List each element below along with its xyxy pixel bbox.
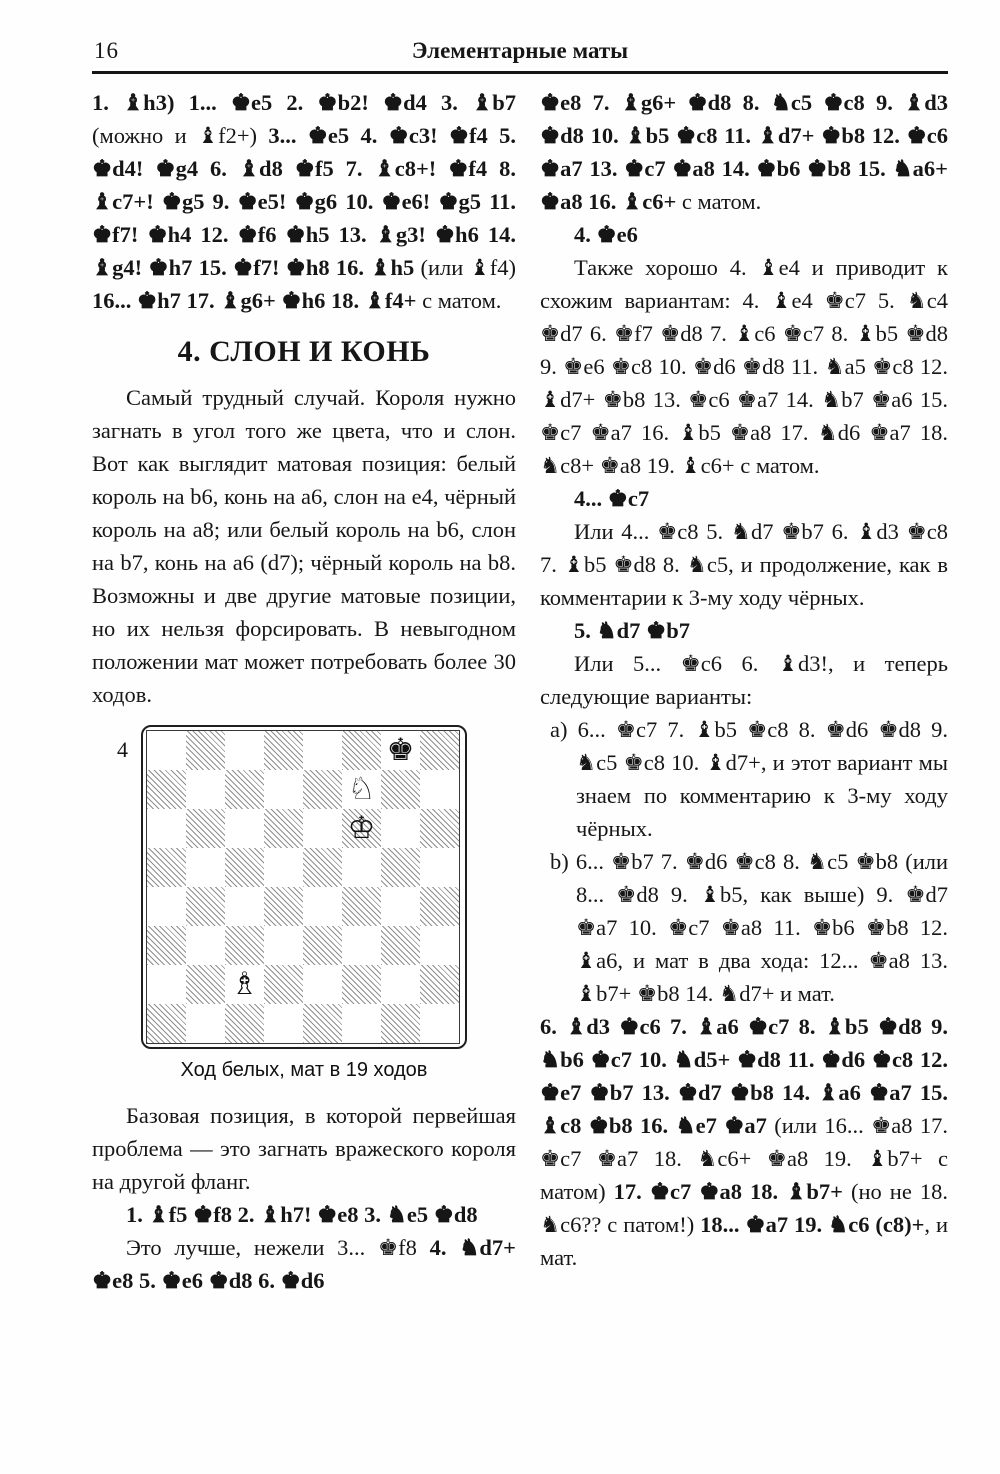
board-square [264, 731, 303, 770]
text-block [92, 1099, 516, 1198]
white-king: ♔ [342, 809, 381, 848]
moves-block [92, 1198, 516, 1231]
white-bishop: ♗ [230, 966, 259, 1002]
text-block [540, 251, 948, 482]
board-square [303, 1004, 342, 1043]
move-text: 17. ♚c7 ♚a8 18. ♝b7+ [613, 1179, 851, 1204]
board-square [342, 848, 381, 887]
board-square [381, 887, 420, 926]
board-square [381, 770, 420, 809]
board-square [264, 926, 303, 965]
board-square [264, 848, 303, 887]
move-text: 16... ♚h7 17. ♝g6+ ♚h6 18. ♝f4+ [92, 288, 423, 313]
board-square [147, 809, 186, 848]
board-square [147, 926, 186, 965]
board-square [342, 926, 381, 965]
board-square [303, 887, 342, 926]
commentary-text: Или 4... ♚c8 5. ♞d7 ♚b7 6. ♝d3 ♚c8 7. ♝b5 ♚d8 8. ♞c5, и продолжение, как в комментарии к 3-му ходу чёрных. [540, 519, 948, 610]
commentary-text: с матом. [681, 189, 762, 214]
board-square [225, 1004, 264, 1043]
text-block [540, 647, 948, 713]
board-square [147, 965, 186, 1004]
board-square [186, 770, 225, 809]
board-square [342, 1004, 381, 1043]
board-square [147, 770, 186, 809]
board-square [381, 809, 420, 848]
move-text: 18... ♚a7 19. ♞c6 (c8)+ [700, 1212, 925, 1237]
white-knight: ♘ [347, 771, 376, 807]
move-text: 4... ♚c7 [574, 486, 650, 511]
board-square [225, 731, 264, 770]
board-square [303, 770, 342, 809]
board-square [303, 926, 342, 965]
commentary-text: с матом. [422, 288, 502, 313]
board-square [420, 848, 459, 887]
right-column [540, 86, 948, 1297]
left-bottom-text [92, 1099, 516, 1297]
board-square [342, 965, 381, 1004]
board-square [381, 848, 420, 887]
commentary-text: (или ♝f4) [420, 255, 516, 280]
varitem-block [540, 845, 948, 1010]
board-square [303, 809, 342, 848]
board-square [420, 809, 459, 848]
board-square [225, 926, 264, 965]
commentary-text: (можно и ♝f2+) [92, 123, 269, 148]
board-square [420, 770, 459, 809]
moves-block [540, 1010, 948, 1274]
moves-block [540, 86, 948, 218]
varitem-block [540, 713, 948, 845]
subheading-block [540, 482, 948, 515]
chess-diagram [117, 725, 467, 1049]
commentary-text: a) 6... ♚c7 7. ♝b5 ♚c8 8. ♚d6 ♚d8 9. ♞c5 ♚c8 10. ♝d7+, и этот вариант мы знаем по комментарию к 3-му ходу чёрных. [550, 717, 948, 841]
move-text: ♚e8 7. ♝g6+ ♚d8 8. ♞c5 ♚c8 9. ♝d3 ♚d8 10. ♝b5 ♚c8 11. ♝d7+ ♚b8 12. ♚c6 ♚a7 13. ♚c7 ♚a8 14. ♚b6 ♚b8 15. ♞a6+ ♚a8 16. ♝c6+ [540, 90, 948, 214]
move-text: 5. ♞d7 ♚b7 [574, 618, 690, 643]
board-square [303, 848, 342, 887]
heading-block [92, 333, 516, 371]
subheading-block [540, 614, 948, 647]
commentary-text: (или 16... ♚a8 17. ♚c7 ♚a7 18. ♞c6+ ♚a8 19. ♝b7+ с матом) [540, 1113, 949, 1204]
board-square [381, 965, 420, 1004]
board-square [264, 770, 303, 809]
board-square [186, 965, 225, 1004]
chessboard [146, 730, 460, 1044]
moves-block [92, 86, 516, 317]
board-square [147, 887, 186, 926]
board-square [186, 848, 225, 887]
text-block [92, 381, 516, 711]
board-square [225, 848, 264, 887]
board-square [186, 887, 225, 926]
board-square [225, 770, 264, 809]
commentary-text: (но не 18. ♞c6?? с патом!) [540, 1179, 949, 1237]
running-title: Элементарные маты [411, 38, 629, 63]
board-square [264, 887, 303, 926]
board-square [303, 965, 342, 1004]
move-text: 4. ♚e6 [574, 222, 638, 247]
board-square [420, 731, 459, 770]
header-rule [92, 71, 948, 74]
move-text: 6. ♝d3 ♚c6 7. ♝a6 ♚c7 8. ♝b5 ♚d8 9. ♞b6 ♚c7 10. ♞d5+ ♚d8 11. ♚d6 ♚c8 12. ♚e7 ♚b7 13. ♚d7 ♚b8 14. ♝a6 ♚a7 15. ♝c8 ♚b8 16. ♞e7 ♚a7 [540, 1014, 948, 1138]
move-text: 1. ♝f5 ♚f8 2. ♝h7! ♚e8 3. ♞e5 ♚d8 [126, 1202, 478, 1227]
board-square [342, 887, 381, 926]
board-square [264, 809, 303, 848]
move-text: 4. ♞d7+ ♚e8 5. ♚e6 ♚d8 6. ♚d6 [92, 1235, 516, 1293]
move-text: 4. СЛОН И КОНЬ [177, 335, 431, 368]
board-square [186, 1004, 225, 1043]
board-square [147, 1004, 186, 1043]
black-king: ♚ [386, 732, 415, 768]
move-text: 1. ♝h3) 1... ♚e5 2. ♚b2! ♚d4 3. ♝b7 [92, 90, 516, 115]
board-square [381, 1004, 420, 1043]
board-square [225, 809, 264, 848]
board-square [264, 965, 303, 1004]
board-square [225, 887, 264, 926]
board-square [420, 887, 459, 926]
board-square [186, 926, 225, 965]
board-frame [141, 725, 467, 1049]
left-column [92, 86, 516, 1297]
text-block [540, 515, 948, 614]
board-square [147, 731, 186, 770]
commentary-text: Самый трудный случай. Короля нужно загнать в угол того же цвета, что и слон. Вот как выглядит матовая позиция: белый король на b6, конь на a6, слон на e4, чёрный король на a8; или белый король на b6, слон на b7, конь на a6 (d7); чёрный король на b8. Возможны и две другие матовые позиции, но их нельзя форсировать. В невыгодном положении мат может потребовать более 30 ходов. [92, 385, 516, 707]
commentary-text: Базовая позиция, в которой первейшая проблема — это загнать вражеского короля на другой фланг. [92, 1103, 516, 1194]
move-text: 3... ♚e5 4. ♚c3! ♚f4 5. ♚d4! ♚g4 6. ♝d8 ♚f5 7. ♝c8+! ♚f4 8. ♝c7+! ♚g5 9. ♚e5! ♚g6 10. ♚e6! ♚g5 11. ♚f7! ♚h4 12. ♚f6 ♚h5 13. ♝g3! ♚h6 14. ♝g4! ♚h7 15. ♚f7! ♚h8 16. ♝h5 [92, 123, 516, 280]
board-square [342, 731, 381, 770]
page-number: 16 [94, 38, 119, 63]
board-square [381, 926, 420, 965]
board-square [186, 731, 225, 770]
commentary-text: , и мат. [540, 1212, 948, 1270]
page-header [92, 36, 948, 68]
left-top-text [92, 86, 516, 711]
diagram-number: 4 [117, 737, 128, 762]
board-square [303, 731, 342, 770]
commentary-text: Также хорошо 4. ♝e4 и приводит к схожим вариантам: 4. ♝e4 ♚c7 5. ♞c4 ♚d7 6. ♚f7 ♚d8 7. ♝c6 ♚c7 8. ♝b5 ♚d8 9. ♚e6 ♚c8 10. ♚d6 ♚d8 11. ♞a5 ♚c8 12. ♝d7+ ♚b8 13. ♚c6 ♚a7 14. ♞b7 ♚a6 15. ♚c7 ♚a7 16. ♝b5 ♚a8 17. ♞d6 ♚a7 18. ♞c8+ ♚a8 19. ♝c6+ с матом. [540, 255, 948, 478]
board-square [420, 926, 459, 965]
commentary-text: Это лучше, нежели 3... ♚f8 [126, 1235, 430, 1260]
diagram-caption: Ход белых, мат в 19 ходов [180, 1059, 428, 1081]
board-square [420, 965, 459, 1004]
board-square [420, 1004, 459, 1043]
board-square [186, 809, 225, 848]
board-square [147, 848, 186, 887]
text-columns [92, 86, 948, 1297]
board-square [264, 1004, 303, 1043]
commentary-text: b) 6... ♚b7 7. ♚d6 ♚c8 8. ♞c5 ♚b8 (или 8... ♚d8 9. ♝b5, как выше) 9. ♚d7 ♚a7 10. ♚c7 ♚a8 11. ♚b6 ♚b8 12. ♝a6, и мат в два хода: 12... ♚a8 13. ♝b7+ ♚b8 14. ♞d7+ и мат. [550, 849, 948, 1006]
commentary-text: Или 5... ♚c6 6. ♝d3!, и теперь следующие варианты: [540, 651, 948, 709]
subheading-block [540, 218, 948, 251]
text-block [92, 1231, 516, 1297]
